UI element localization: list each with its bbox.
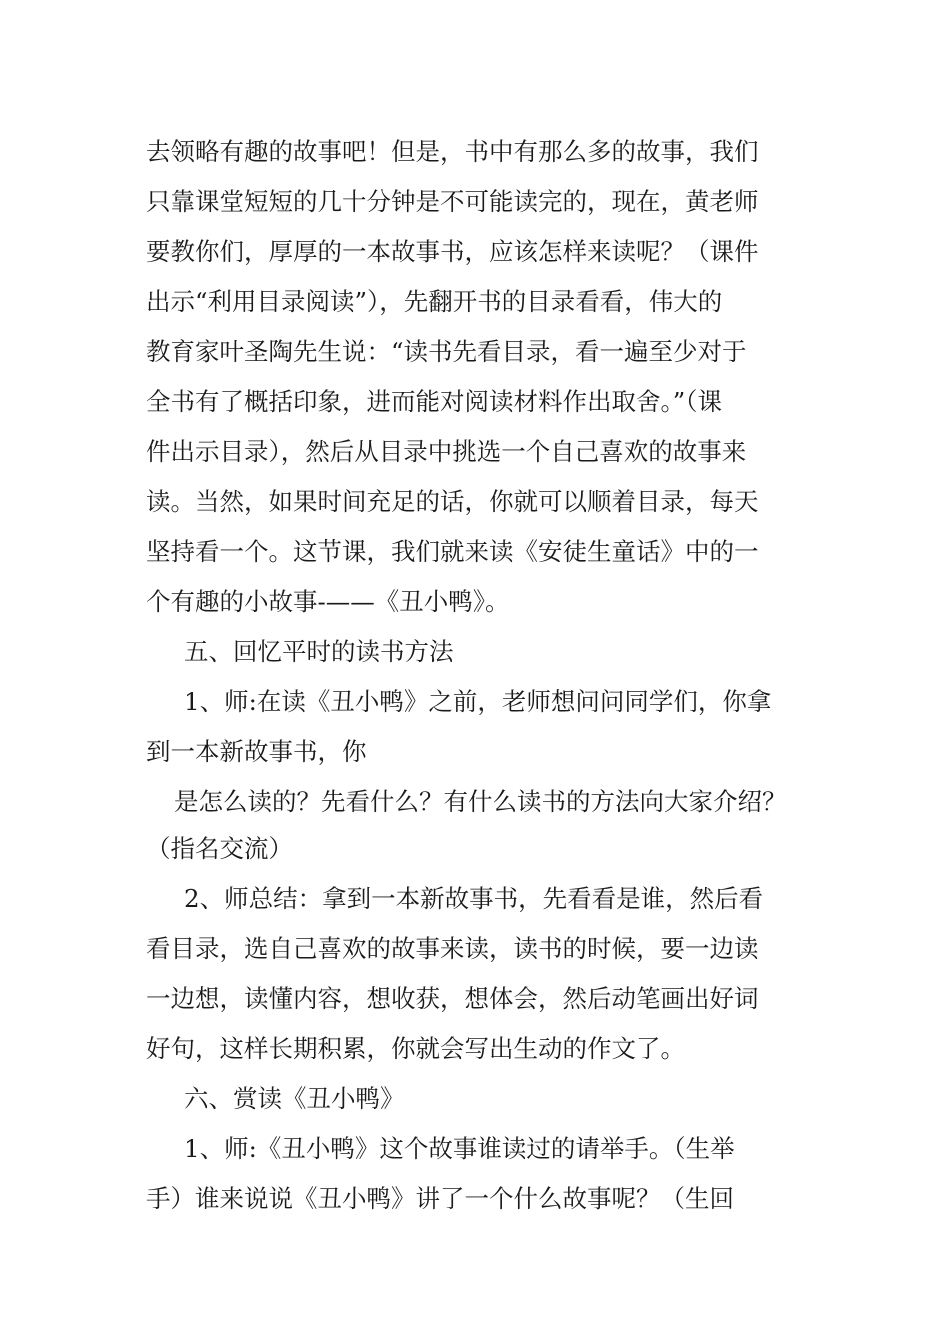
text-line: 到一本新故事书，你 (146, 737, 367, 766)
text-line: 件出示目录），然后从目录中挑选一个自己喜欢的故事来 (146, 437, 747, 466)
section-heading: 五、回忆平时的读书方法 (184, 637, 454, 666)
text-line: 只靠课堂短短的几十分钟是不可能读完的，现在，黄老师 (146, 187, 759, 216)
text-line: 坚持看一个。这节课，我们就来读《安徒生童话》中的一 (146, 537, 759, 566)
text-line: 读。当然，如果时间充足的话，你就可以顺着目录，每天 (146, 487, 759, 516)
text-line: 是怎么读的？先看什么？有什么读书的方法向大家介绍？ (174, 787, 787, 816)
text-line: 出示“利用目录阅读”），先翻开书的目录看看，伟大的 (146, 287, 723, 316)
text-line: 1、师:《丑小鸭》这个故事谁读过的请举手。（生举 (184, 1134, 735, 1163)
text-line: 看目录，选自己喜欢的故事来读，读书的时候，要一边读 (146, 934, 759, 963)
text-line: 2、师总结：拿到一本新故事书，先看看是谁，然后看 (184, 884, 764, 913)
text-line: 好句，这样长期积累，你就会写出生动的作文了。 (146, 1034, 685, 1063)
text-line: 去领略有趣的故事吧！但是，书中有那么多的故事，我们 (146, 137, 759, 166)
text-line: 一边想，读懂内容，想收获，想体会，然后动笔画出好词 (146, 984, 759, 1013)
text-line: 教育家叶圣陶先生说：“读书先看目录，看一遍至少对于 (146, 337, 747, 366)
text-line: 个有趣的小故事-——《丑小鸭》。 (146, 587, 510, 616)
text-line: 手）谁来说说《丑小鸭》讲了一个什么故事呢？（生回 (146, 1184, 734, 1213)
text-line: 全书有了概括印象，进而能对阅读材料作出取舍。”（课 (146, 387, 723, 416)
text-line: 要教你们，厚厚的一本故事书，应该怎样来读呢？（课件 (146, 237, 759, 266)
text-line: （指名交流） (146, 834, 293, 863)
section-heading: 六、赏读《丑小鸭》 (184, 1084, 405, 1113)
text-line: 1、师:在读《丑小鸭》之前，老师想问问同学们，你拿 (184, 687, 772, 716)
